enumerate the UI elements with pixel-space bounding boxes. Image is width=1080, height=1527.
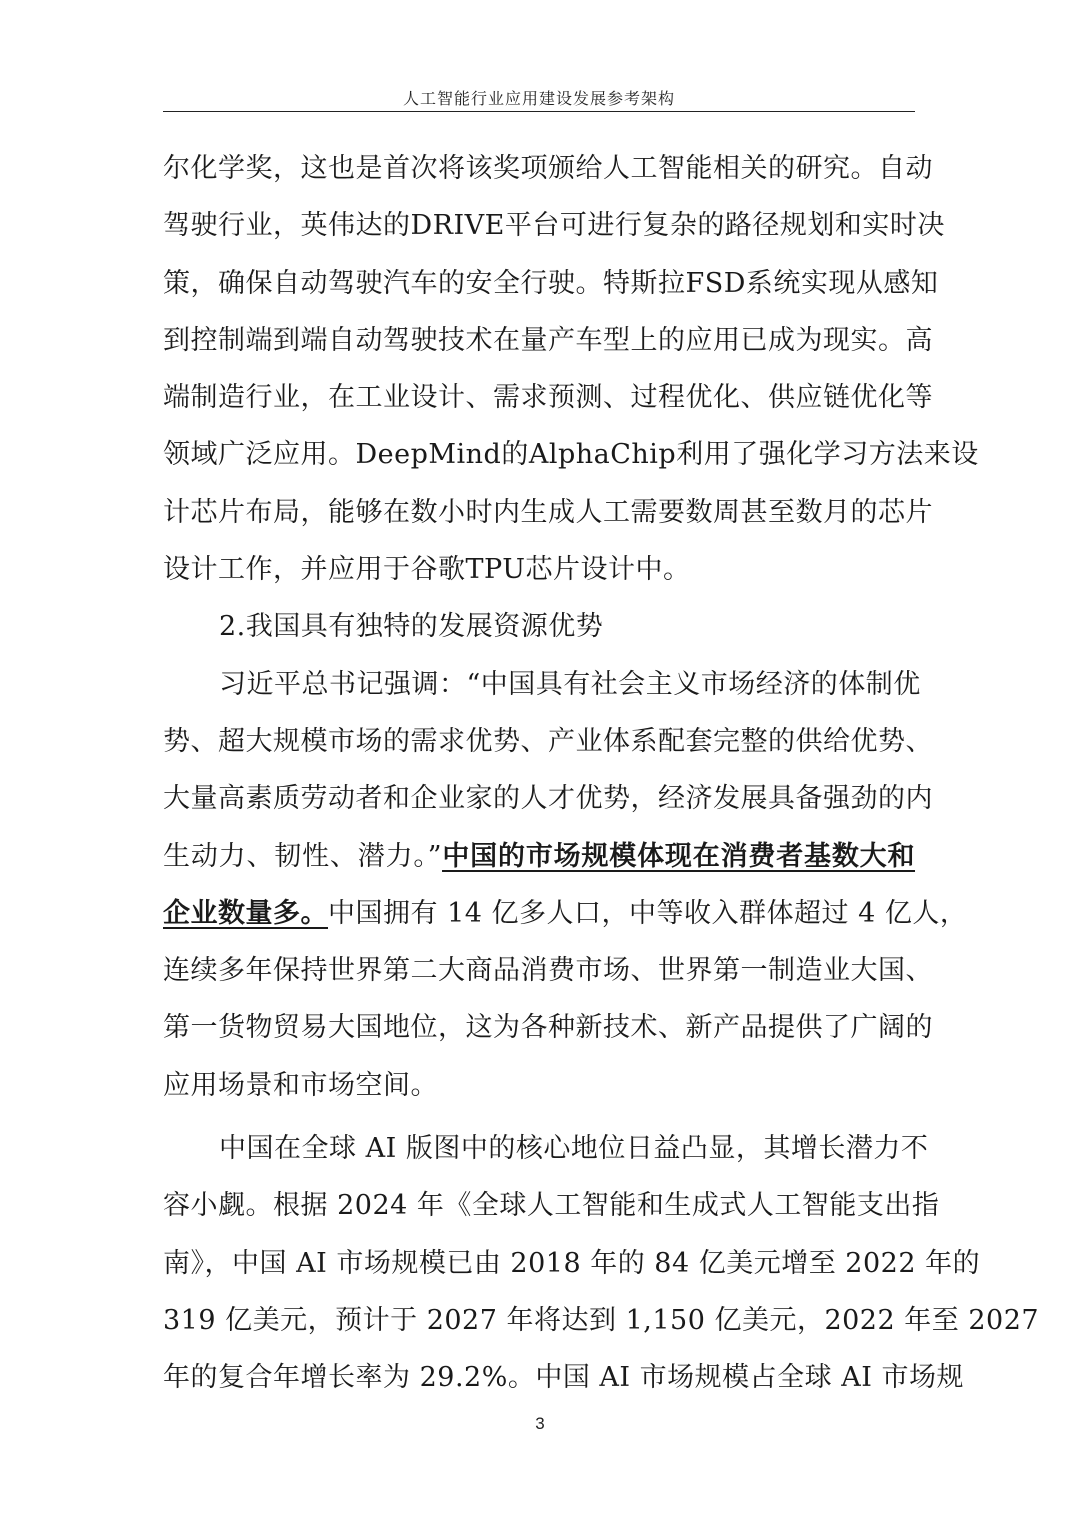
text-line: 319 亿美元，预计于 2027 年将达到 1,150 亿美元，2022 年至 2027	[163, 1304, 1040, 1336]
text-line: 南》，中国 AI 市场规模已由 2018 年的 84 亿美元增至 2022 年的	[163, 1247, 981, 1279]
text-line: 连续多年保持世界第二大商品消费市场、世界第一制造业大国、	[163, 955, 933, 987]
text-line	[163, 828, 915, 885]
text-line: 策，确保自动驾驶汽车的安全行驶。特斯拉FSD系统实现从感知	[163, 267, 939, 299]
text-line: 大量高素质劳动者和企业家的人才优势，经济发展具备强劲的内	[163, 783, 933, 815]
text-line: 中国在全球 AI 版图中的核心地位日益凸显，其增长潜力不	[219, 1133, 929, 1165]
running-header: 人工智能行业应用建设发展参考架构	[402, 89, 675, 108]
text-line: 年的复合年增长率为 29.2%。中国 AI 市场规模占全球 AI 市场规	[163, 1362, 965, 1394]
text-line: 驾驶行业，英伟达的DRIVE平台可进行复杂的路径规划和实时决	[163, 210, 945, 242]
text-line: 第一货物贸易大国地位，这为各种新技术、新产品提供了广阔的	[163, 1012, 933, 1044]
text-line: 尔化学奖，这也是首次将该奖项颁给人工智能相关的研究。自动	[163, 153, 933, 184]
text-line: 设计工作，并应用于谷歌TPU芯片设计中。	[163, 554, 691, 586]
emphasis-underlined-text: 中国的市场规模体现在消费者基数大和	[442, 840, 916, 872]
page-number: 3	[535, 1414, 545, 1433]
section-heading: 2.我国具有独特的发展资源优势	[219, 611, 604, 643]
text-line: 容小觑。根据 2024 年《全球人工智能和生成式人工智能支出指	[163, 1190, 940, 1222]
inline-text: 中国拥有 14 亿多人口，中等收入群体超过 4 亿人，	[328, 897, 968, 929]
text-line	[163, 885, 968, 942]
text-line: 习近平总书记强调：“中国具有社会主义市场经济的体制优	[219, 668, 921, 700]
emphasis-underlined-text: 企业数量多。	[163, 897, 328, 929]
text-line: 端制造行业，在工业设计、需求预测、过程优化、供应链优化等	[163, 382, 933, 414]
quote-ending: 生动力、韧性、潜力。”	[163, 840, 443, 872]
text-line: 势、超大规模市场的需求优势、产业体系配套完整的供给优势、	[163, 725, 933, 757]
text-line: 到控制端到端自动驾驶技术在量产车型上的应用已成为现实。高	[163, 324, 933, 356]
text-line: 领域广泛应用。DeepMind的AlphaChip利用了强化学习方法来设	[163, 439, 979, 471]
document-body	[163, 140, 1040, 1407]
text-line: 应用场景和市场空间。	[163, 1069, 438, 1101]
text-line: 计芯片布局，能够在数小时内生成人工需要数周甚至数月的芯片	[163, 496, 933, 528]
header-rule	[163, 111, 915, 112]
